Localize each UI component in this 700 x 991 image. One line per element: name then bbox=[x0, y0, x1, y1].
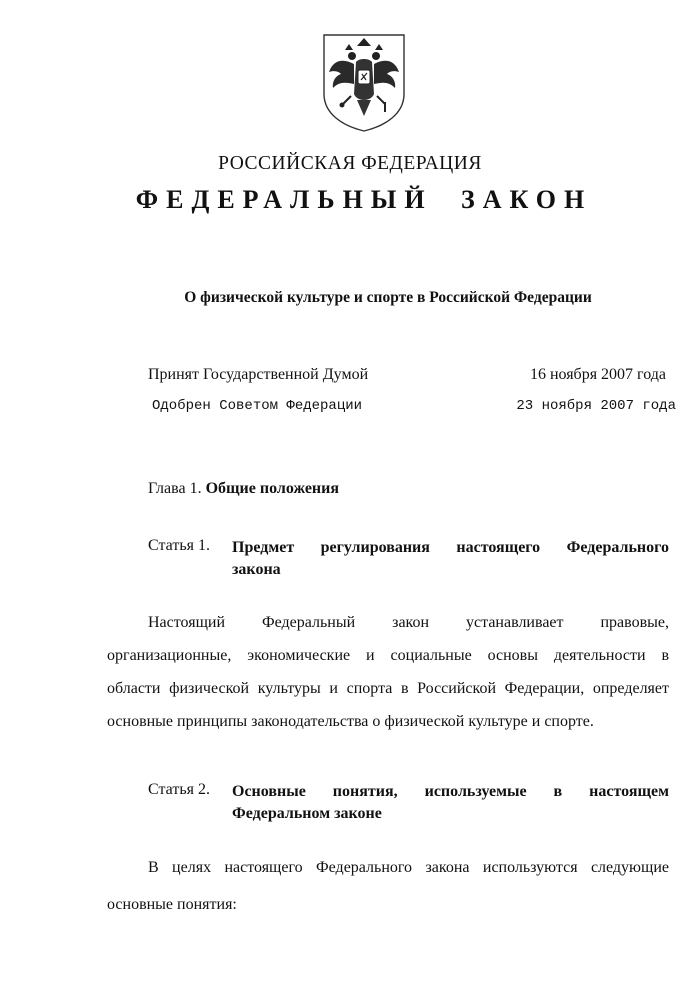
article-1-title-line2: закона bbox=[232, 561, 281, 578]
article-1-title bbox=[232, 537, 669, 581]
article-2-title-line2: Федеральном законе bbox=[232, 805, 382, 822]
document-type: ФЕДЕРАЛЬНЫЙ ЗАКОН bbox=[135, 185, 593, 214]
article-2-text-line2: основные понятия: bbox=[107, 896, 237, 913]
chapter-label: Глава 1. bbox=[148, 480, 202, 497]
country-name: РОССИЙСКАЯ ФЕДЕРАЦИЯ bbox=[218, 153, 482, 174]
article-2-heading bbox=[148, 781, 669, 825]
article-1-heading bbox=[148, 537, 669, 581]
russian-coat-of-arms-icon bbox=[321, 32, 407, 134]
chapter-title: Общие положения bbox=[205, 480, 340, 497]
council-approval-label: Одобрен Советом Федерации bbox=[152, 398, 363, 414]
article-1-label: Статья 1. bbox=[148, 537, 210, 554]
duma-adoption-date: 16 ноября 2007 года bbox=[529, 366, 666, 383]
article-1-text-line1: Настоящий Федеральный закон устанавливает правовые, bbox=[148, 614, 669, 631]
duma-adoption-label: Принят Государственной Думой bbox=[148, 366, 369, 383]
article-1-text-line4: основные принципы законодательства о физической культуре и спорте. bbox=[107, 713, 594, 730]
law-title: О физической культуре и спорте в Российской Федерации bbox=[184, 289, 592, 306]
chapter-heading bbox=[148, 480, 339, 498]
council-approval-date: 23 ноября 2007 года bbox=[516, 398, 676, 414]
article-1-text bbox=[107, 606, 669, 738]
article-1-title-line1: Предмет регулирования настоящего Федерального bbox=[232, 539, 669, 556]
article-2-text-line1: В целях настоящего Федерального закона используются следующие bbox=[148, 859, 669, 876]
article-2-title bbox=[232, 781, 669, 825]
article-2-title-line1: Основные понятия, используемые в настоящем bbox=[232, 783, 669, 800]
article-1-text-line2: организационные, экономические и социальные основы деятельности в bbox=[107, 647, 669, 664]
article-2-label: Статья 2. bbox=[148, 781, 210, 798]
article-1-text-line3: области физической культуры и спорта в Российской Федерации, определяет bbox=[107, 680, 669, 697]
article-2-text bbox=[107, 849, 669, 923]
